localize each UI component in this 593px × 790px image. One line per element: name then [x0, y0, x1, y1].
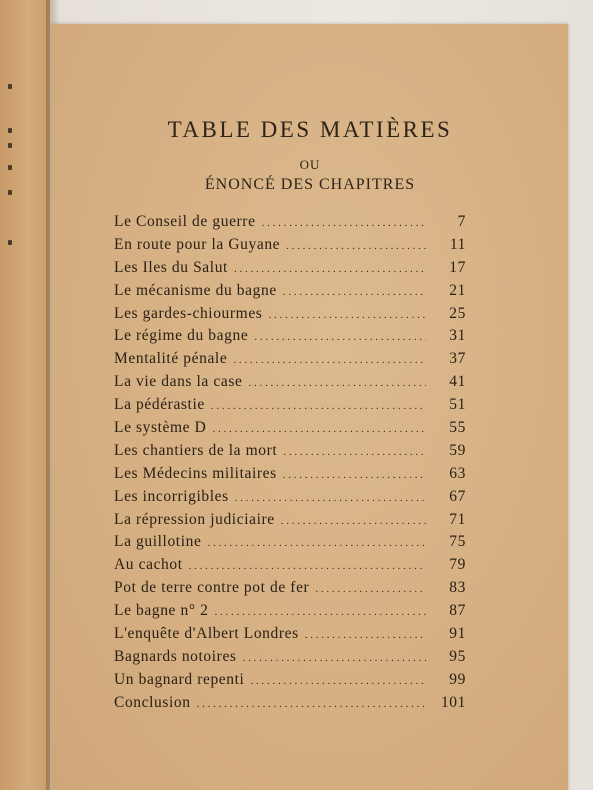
- toc-entry-title: Au cachot: [114, 556, 183, 574]
- toc-entry-page-number: 83: [449, 579, 466, 597]
- toc-entry: [114, 694, 466, 717]
- toc-entry-page-number: 75: [449, 533, 466, 551]
- toc-entry-title: Le Conseil de guerre: [114, 213, 256, 230]
- toc-entry-title: En route pour la Guyane: [114, 235, 281, 253]
- toc-entry-page-number: 79: [449, 556, 466, 574]
- dot-leader: [315, 583, 426, 595]
- margin-mark: [8, 143, 12, 148]
- toc-entry-page-number: 41: [449, 373, 466, 391]
- toc-entry: [114, 511, 466, 534]
- toc-entry-page-number: 95: [449, 647, 466, 665]
- toc-entry: [114, 533, 466, 556]
- toc-entry-page-number: 99: [449, 670, 466, 688]
- dot-leader: [235, 492, 426, 504]
- margin-mark: [8, 240, 12, 245]
- toc-entry-title: Les Iles du Salut: [114, 258, 228, 276]
- dot-leader: [268, 309, 426, 321]
- toc-entry-title: Les gardes-chiourmes: [114, 304, 263, 322]
- dot-leader: [197, 698, 426, 710]
- toc-entry-page-number: 55: [449, 419, 466, 437]
- facing-page-edge: [0, 0, 50, 790]
- dot-leader: [189, 560, 426, 572]
- toc-entry-title: Les Médecins militaires: [114, 464, 277, 482]
- toc-entry-page-number: 91: [449, 625, 466, 643]
- toc-entry: [114, 671, 466, 694]
- table-of-contents: [114, 213, 466, 717]
- page-subtitle: ÉNONCÉ DES CHAPITRES: [204, 176, 416, 193]
- toc-entry-page-number: 67: [449, 487, 466, 505]
- toc-entry-title: Mentalité pénale: [114, 350, 228, 368]
- margin-mark: [8, 190, 12, 195]
- dot-leader: [286, 240, 426, 252]
- toc-entry-page-number: 31: [449, 327, 466, 345]
- dot-leader: [283, 286, 426, 298]
- toc-entry: [114, 465, 466, 488]
- toc-entry-title: Bagnards notoires: [114, 647, 237, 665]
- toc-entry: [114, 442, 466, 465]
- toc-entry: [114, 305, 466, 328]
- margin-mark: [8, 128, 12, 133]
- toc-entry-title: L'enquête d'Albert Londres: [114, 625, 299, 643]
- toc-entry: [114, 625, 466, 648]
- toc-entry-title: La vie dans la case: [114, 373, 243, 391]
- dot-leader: [305, 629, 426, 641]
- toc-entry-page-number: 11: [449, 235, 466, 253]
- toc-entry-title: Les chantiers de la mort: [114, 441, 278, 459]
- dot-leader: [212, 423, 426, 435]
- toc-entry-title: Un bagnard repenti: [114, 670, 245, 688]
- dot-leader: [214, 606, 426, 618]
- toc-entry-title: La répression judiciaire: [114, 510, 275, 528]
- toc-entry: [114, 213, 466, 236]
- toc-entry: [114, 236, 466, 259]
- dot-leader: [281, 515, 426, 527]
- dot-leader: [248, 377, 426, 389]
- dot-leader: [233, 354, 426, 366]
- toc-entry: [114, 602, 466, 625]
- title-connector: OU: [299, 157, 321, 172]
- toc-entry-title: Le régime du bagne: [114, 327, 249, 345]
- toc-entry-title: Le bagne n° 2: [114, 602, 209, 620]
- dot-leader: [283, 446, 426, 458]
- toc-entry: [114, 419, 466, 442]
- toc-entry-title: La pédérastie: [114, 396, 205, 414]
- toc-entry-page-number: 63: [449, 464, 466, 482]
- toc-entry: [114, 648, 466, 671]
- dot-leader: [211, 400, 426, 412]
- toc-entry-page-number: 17: [449, 258, 466, 276]
- toc-entry-title: La guillotine: [114, 533, 202, 551]
- book-page: [52, 24, 568, 790]
- toc-entry: [114, 373, 466, 396]
- toc-entry-title: Le mécanisme du bagne: [114, 281, 277, 299]
- toc-entry-page-number: 71: [449, 510, 466, 528]
- toc-entry-page-number: 7: [457, 213, 466, 230]
- margin-mark: [8, 84, 12, 89]
- dot-leader: [243, 652, 426, 664]
- toc-entry: [114, 579, 466, 602]
- page-title: TABLE DES MATIÈRES: [167, 117, 453, 142]
- toc-entry-page-number: 59: [449, 441, 466, 459]
- toc-entry: [114, 488, 466, 511]
- dot-leader: [250, 675, 426, 687]
- toc-entry-page-number: 87: [449, 602, 466, 620]
- dot-leader: [254, 331, 426, 343]
- toc-entry: [114, 396, 466, 419]
- toc-entry-page-number: 51: [449, 396, 466, 414]
- toc-entry-page-number: 21: [449, 281, 466, 299]
- dot-leader: [262, 217, 426, 229]
- toc-entry: [114, 259, 466, 282]
- toc-entry-title: Conclusion: [114, 693, 191, 711]
- toc-entry-title: Pot de terre contre pot de fer: [114, 579, 310, 597]
- toc-entry-page-number: 101: [440, 693, 466, 711]
- toc-entry-title: Les incorrigibles: [114, 487, 229, 505]
- toc-entry: [114, 282, 466, 305]
- dot-leader: [283, 469, 426, 481]
- dot-leader: [234, 263, 426, 275]
- margin-mark: [8, 165, 12, 170]
- toc-entry: [114, 350, 466, 373]
- toc-entry-page-number: 37: [449, 350, 466, 368]
- toc-entry: [114, 327, 466, 350]
- dot-leader: [207, 537, 426, 549]
- toc-entry: [114, 556, 466, 579]
- toc-entry-page-number: 25: [449, 304, 466, 322]
- toc-entry-title: Le système D: [114, 419, 207, 437]
